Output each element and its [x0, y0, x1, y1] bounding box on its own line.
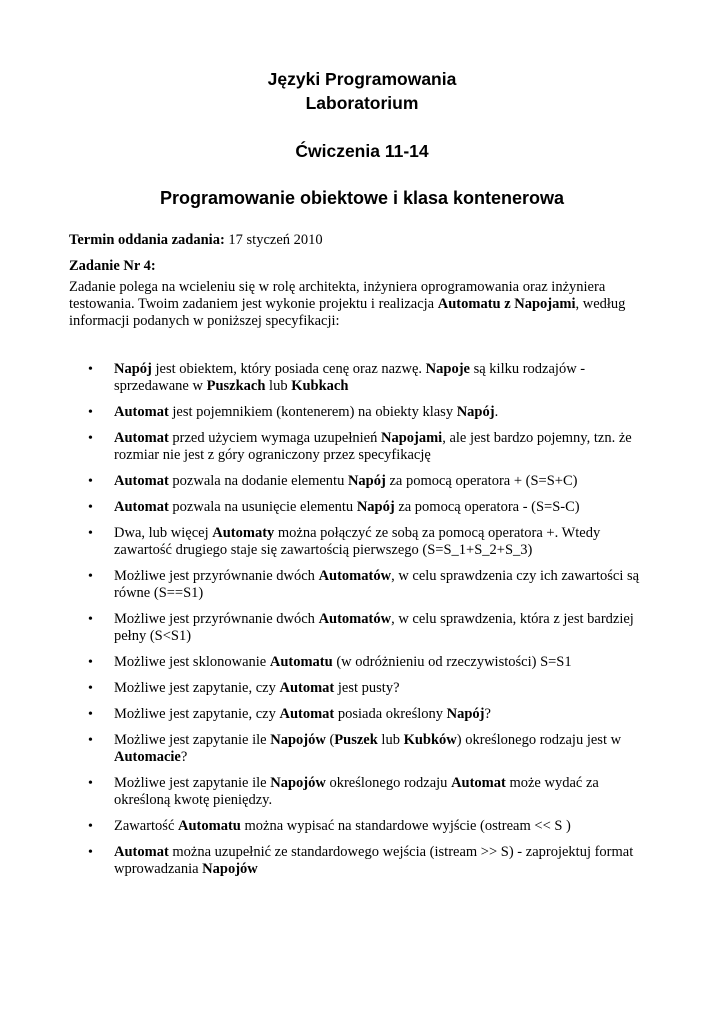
spec-item	[69, 473, 649, 490]
spec-item-text	[114, 732, 621, 765]
spec-item-text	[114, 844, 633, 877]
spec-item	[69, 404, 649, 421]
bold-term: Kubkach	[291, 378, 349, 394]
spec-item-text	[114, 525, 600, 558]
bold-term: Napój	[446, 706, 485, 722]
course-title: Języki Programowania	[267, 69, 457, 89]
text-run: , w celu sprawdzenia, która z jest bardziej pełny (S<S1)	[114, 611, 634, 644]
bullet-icon: •	[88, 733, 93, 748]
text-run: Zawartość	[114, 818, 179, 834]
spec-item-text	[114, 404, 498, 420]
deadline-label: Termin oddania zadania:	[69, 232, 225, 248]
exercises-heading: Ćwiczenia 11-14	[295, 141, 429, 161]
bold-term: Automatów	[318, 568, 392, 584]
bullet-icon: •	[88, 569, 93, 584]
text-run: można wypisać na standardowe wyjście (ostream << S )	[240, 818, 571, 834]
topic-heading: Programowanie obiektowe i klasa kontenerowa	[159, 188, 565, 208]
deadline-line	[69, 232, 659, 249]
bullet-icon: •	[88, 474, 93, 489]
spec-item	[69, 611, 649, 645]
bold-term: Automat	[114, 844, 169, 860]
bullet-icon: •	[88, 845, 93, 860]
intro-paragraph	[69, 279, 659, 330]
text-run: ?	[180, 749, 188, 765]
bold-term: Napojami	[380, 430, 443, 446]
text-run: posiada określony	[334, 706, 447, 722]
spec-item-text	[114, 361, 585, 394]
spec-item	[69, 818, 649, 835]
text-run: można uzupełnić ze standardowego wejścia (istream >> S) - zaprojektuj format wprowadzania	[114, 844, 634, 877]
spec-item	[69, 525, 649, 559]
text-run: .	[494, 404, 499, 420]
deadline-value: 17 styczeń 2010	[224, 232, 323, 248]
text-run: Możliwe jest zapytanie, czy	[114, 680, 280, 696]
text-run: przed użyciem wymaga uzupełnień	[168, 430, 381, 446]
bullet-icon: •	[88, 707, 93, 722]
text-run: pozwala na usunięcie elementu	[168, 499, 357, 515]
spec-item-text	[114, 706, 491, 722]
course-subtitle: Laboratorium	[305, 93, 419, 113]
text-run: lub	[377, 732, 404, 748]
spec-item-text	[114, 611, 634, 644]
bullet-icon: •	[88, 500, 93, 515]
text-run: (	[325, 732, 335, 748]
bold-term: Napojów	[202, 861, 258, 877]
spec-item	[69, 775, 649, 809]
text-run: , ale jest bardzo pojemny, tzn. że rozmiar nie jest z góry ograniczony przez specyfikację	[114, 430, 632, 463]
text-run: Możliwe jest zapytanie ile	[114, 775, 271, 791]
text-run: Dwa, lub więcej	[114, 525, 213, 541]
bold-term: Automat	[114, 499, 169, 515]
bullet-icon: •	[88, 405, 93, 420]
spec-item-text	[114, 775, 599, 808]
spec-item	[69, 499, 649, 516]
spec-item-text	[114, 473, 577, 489]
bullet-icon: •	[88, 431, 93, 446]
bold-term: Napój	[347, 473, 386, 489]
text-run: (w odróżnieniu od rzeczywistości) S=S1	[332, 654, 572, 670]
task-number: Zadanie Nr 4:	[69, 258, 156, 274]
bullet-icon: •	[88, 526, 93, 541]
text-run: Zadanie polega na wcieleniu się w rolę architekta, inżyniera oprogramowania oraz inżyniera testowania. Twoim zadaniem jest wykonie projektu i realizacja	[69, 279, 606, 312]
spec-item	[69, 568, 649, 602]
spec-item-text	[114, 568, 639, 601]
text-run: , według informacji podanych w poniższej specyfikacji:	[69, 296, 626, 329]
text-run: jest pojemnikiem (kontenerem) na obiekty klasy	[168, 404, 457, 420]
text-run: są kilku rodzajów - sprzedawane w	[114, 361, 586, 394]
bold-term: Napoje	[425, 361, 470, 377]
text-run: za pomocą operatora + (S=S+C)	[385, 473, 578, 489]
text-run: określonego rodzaju	[325, 775, 452, 791]
bullet-icon: •	[88, 819, 93, 834]
spec-item	[69, 706, 649, 723]
bullet-icon: •	[88, 776, 93, 791]
spec-item	[69, 680, 649, 697]
bold-term: Automatów	[318, 611, 392, 627]
text-run: Możliwe jest zapytanie, czy	[114, 706, 280, 722]
text-run: Możliwe jest przyrównanie dwóch	[114, 611, 319, 627]
bold-term: Automat	[114, 404, 169, 420]
bold-term: Napojów	[270, 732, 326, 748]
text-run: pozwala na dodanie elementu	[168, 473, 348, 489]
bullet-icon: •	[88, 612, 93, 627]
text-run: Możliwe jest przyrównanie dwóch	[114, 568, 319, 584]
bold-term: Automacie	[114, 749, 181, 765]
bold-term: Automat	[279, 706, 335, 722]
bold-term: Puszkach	[206, 378, 266, 394]
spec-item-text	[114, 818, 571, 834]
spec-item-text	[114, 430, 632, 463]
spec-item	[69, 430, 649, 464]
text-run: za pomocą operatora - (S=S-C)	[394, 499, 580, 515]
text-run: może wydać za określoną kwotę pieniędzy.	[114, 775, 599, 808]
bold-term: Automatu z Napojami	[437, 296, 576, 312]
spec-item	[69, 654, 649, 671]
bullet-icon: •	[88, 655, 93, 670]
spec-item-text	[114, 499, 580, 515]
text-run: Możliwe jest zapytanie ile	[114, 732, 271, 748]
bold-term: Automat	[279, 680, 335, 696]
spec-item-text	[114, 654, 572, 670]
bold-term: Puszek	[334, 732, 378, 748]
bold-term: Kubków	[403, 732, 457, 748]
text-run: ?	[484, 706, 491, 722]
bold-term: Automaty	[212, 525, 275, 541]
spec-item-text	[114, 680, 400, 696]
text-run: ) określonego rodzaju jest w	[456, 732, 622, 748]
text-run: lub	[265, 378, 292, 394]
text-run: można połączyć ze sobą za pomocą operatora +. Wtedy zawartość drugiego staje się zawartością pierwszego (S=S_1+S_2+S_3)	[114, 525, 601, 558]
spec-item	[69, 844, 649, 878]
bold-term: Napój	[114, 361, 152, 377]
text-run: jest pusty?	[334, 680, 400, 696]
specification-list	[69, 361, 649, 887]
bold-term: Automat	[114, 430, 169, 446]
spec-item	[69, 361, 649, 395]
text-run: , w celu sprawdzenia czy ich zawartości są równe (S==S1)	[114, 568, 640, 601]
bold-term: Napojów	[270, 775, 326, 791]
bold-term: Napój	[456, 404, 495, 420]
bold-term: Automat	[451, 775, 506, 791]
bold-term: Automatu	[269, 654, 333, 670]
bullet-icon: •	[88, 681, 93, 696]
spec-item	[69, 732, 649, 766]
bold-term: Napój	[356, 499, 395, 515]
text-run: jest obiektem, który posiada cenę oraz nazwę.	[151, 361, 426, 377]
text-run: Możliwe jest sklonowanie	[114, 654, 270, 670]
bold-term: Automatu	[178, 818, 241, 834]
bullet-icon: •	[88, 362, 93, 377]
bold-term: Automat	[114, 473, 169, 489]
